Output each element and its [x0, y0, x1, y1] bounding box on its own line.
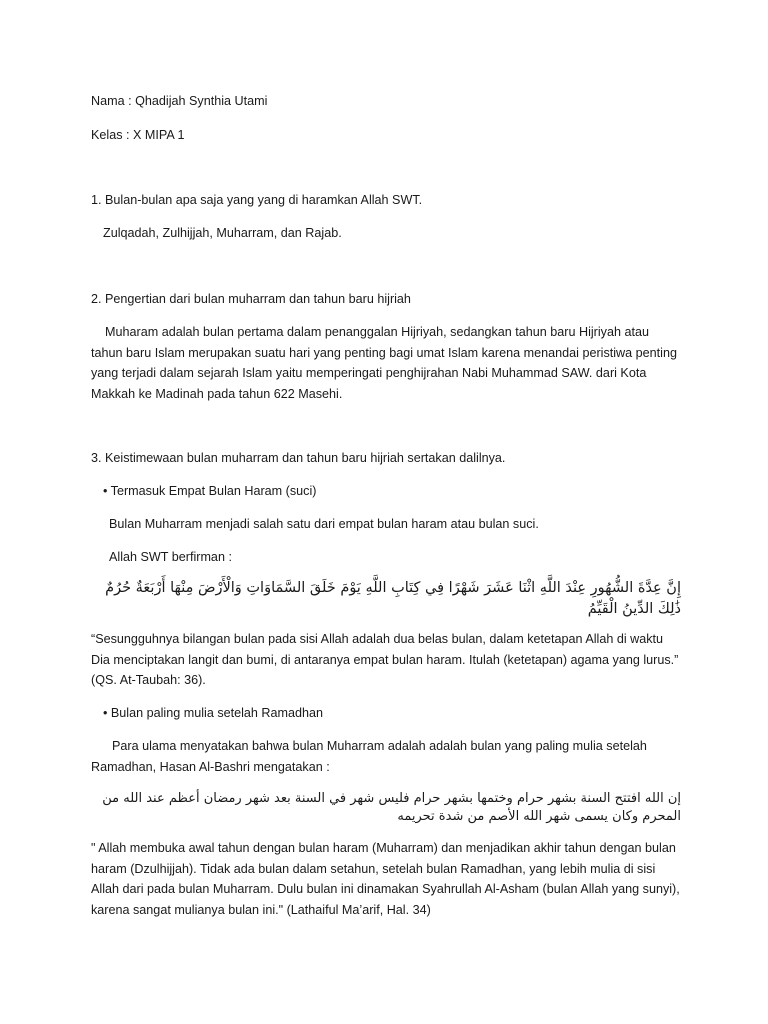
student-class: Kelas : X MIPA 1: [91, 128, 185, 142]
question-3: 3. Keistimewaan bulan muharram dan tahun baru hijriah sertakan dalilnya.: [91, 451, 506, 465]
question-2: 2. Pengertian dari bulan muharram dan tahun baru hijriah: [91, 292, 411, 306]
point-2-title: • Bulan paling mulia setelah Ramadhan: [103, 706, 324, 720]
point-1-intro: Allah SWT berfirman :: [109, 550, 232, 564]
point-1-title: • Termasuk Empat Bulan Haram (suci): [103, 484, 317, 498]
quran-verse-translation: “Sesungguhnya bilangan bulan pada sisi Allah adalah dua belas bulan, dalam ketetapan Allah di waktu Dia menciptakan langit dan bumi, di antaranya empat bulan haram. Itulah (ketetapan) agama yang lurus.” (QS. At-Taubah: 36).: [91, 632, 679, 687]
quran-verse-arabic: إِنَّ عِدَّةَ الشُّهُورِ عِنْدَ اللَّهِ اثْنَا عَشَرَ شَهْرًا فِي كِتَابِ اللَّهِ يَوْمَ خَلَقَ السَّمَاوَاتِ وَالْأَرْضَ مِنْهَا أَرْبَعَةٌ حُرُمٌ ذَٰلِكَ الدِّينُ الْقَيِّمُ: [105, 580, 681, 617]
question-1: 1. Bulan-bulan apa saja yang yang di haramkan Allah SWT.: [91, 193, 423, 207]
hasan-quote-arabic: إن الله افتتح السنة بشهر حرام وختمها بشهر حرام فليس شهر في السنة بعد شهر رمضان أعظم عند الله من المحرم وكان يسمى شهر الله الأصم من شدة تحريمه: [102, 791, 681, 824]
hasan-quote-translation: " Allah membuka awal tahun dengan bulan haram (Muharram) dan menjadikan akhir tahun dengan bulan haram (Dzulhijjah). Tidak ada bulan dalam setahun, setelah bulan Ramadhan, yang lebih mulia di sisi Allah dari pada bulan Muharram. Dulu bulan ini dinamakan Syahrullah Al-Asham (bulan Allah yang sunyi), karena sangat mulianya bulan ini." (Lathaiful Ma’arif, Hal. 34): [91, 841, 680, 917]
answer-2: Muharam adalah bulan pertama dalam penanggalan Hijriyah, sedangkan tahun baru Hijriyah atau tahun baru Islam merupakan suatu hari yang penting bagi umat Islam karena menandai peristiwa penting yang terjadi dalam sejarah Islam yaitu memperingati penghijrahan Nabi Muhammad SAW. dari Kota Makkah ke Madinah pada tahun 622 Masehi.: [91, 325, 681, 401]
student-name: Nama : Qhadijah Synthia Utami: [91, 94, 268, 108]
point-2-text: Para ulama menyatakan bahwa bulan Muharram adalah adalah bulan yang paling mulia setelah Ramadhan, Hasan Al-Bashri mengatakan :: [91, 739, 651, 774]
point-1-text: Bulan Muharram menjadi salah satu dari empat bulan haram atau bulan suci.: [109, 517, 539, 531]
answer-1: Zulqadah, Zulhijjah, Muharram, dan Rajab.: [103, 226, 342, 240]
